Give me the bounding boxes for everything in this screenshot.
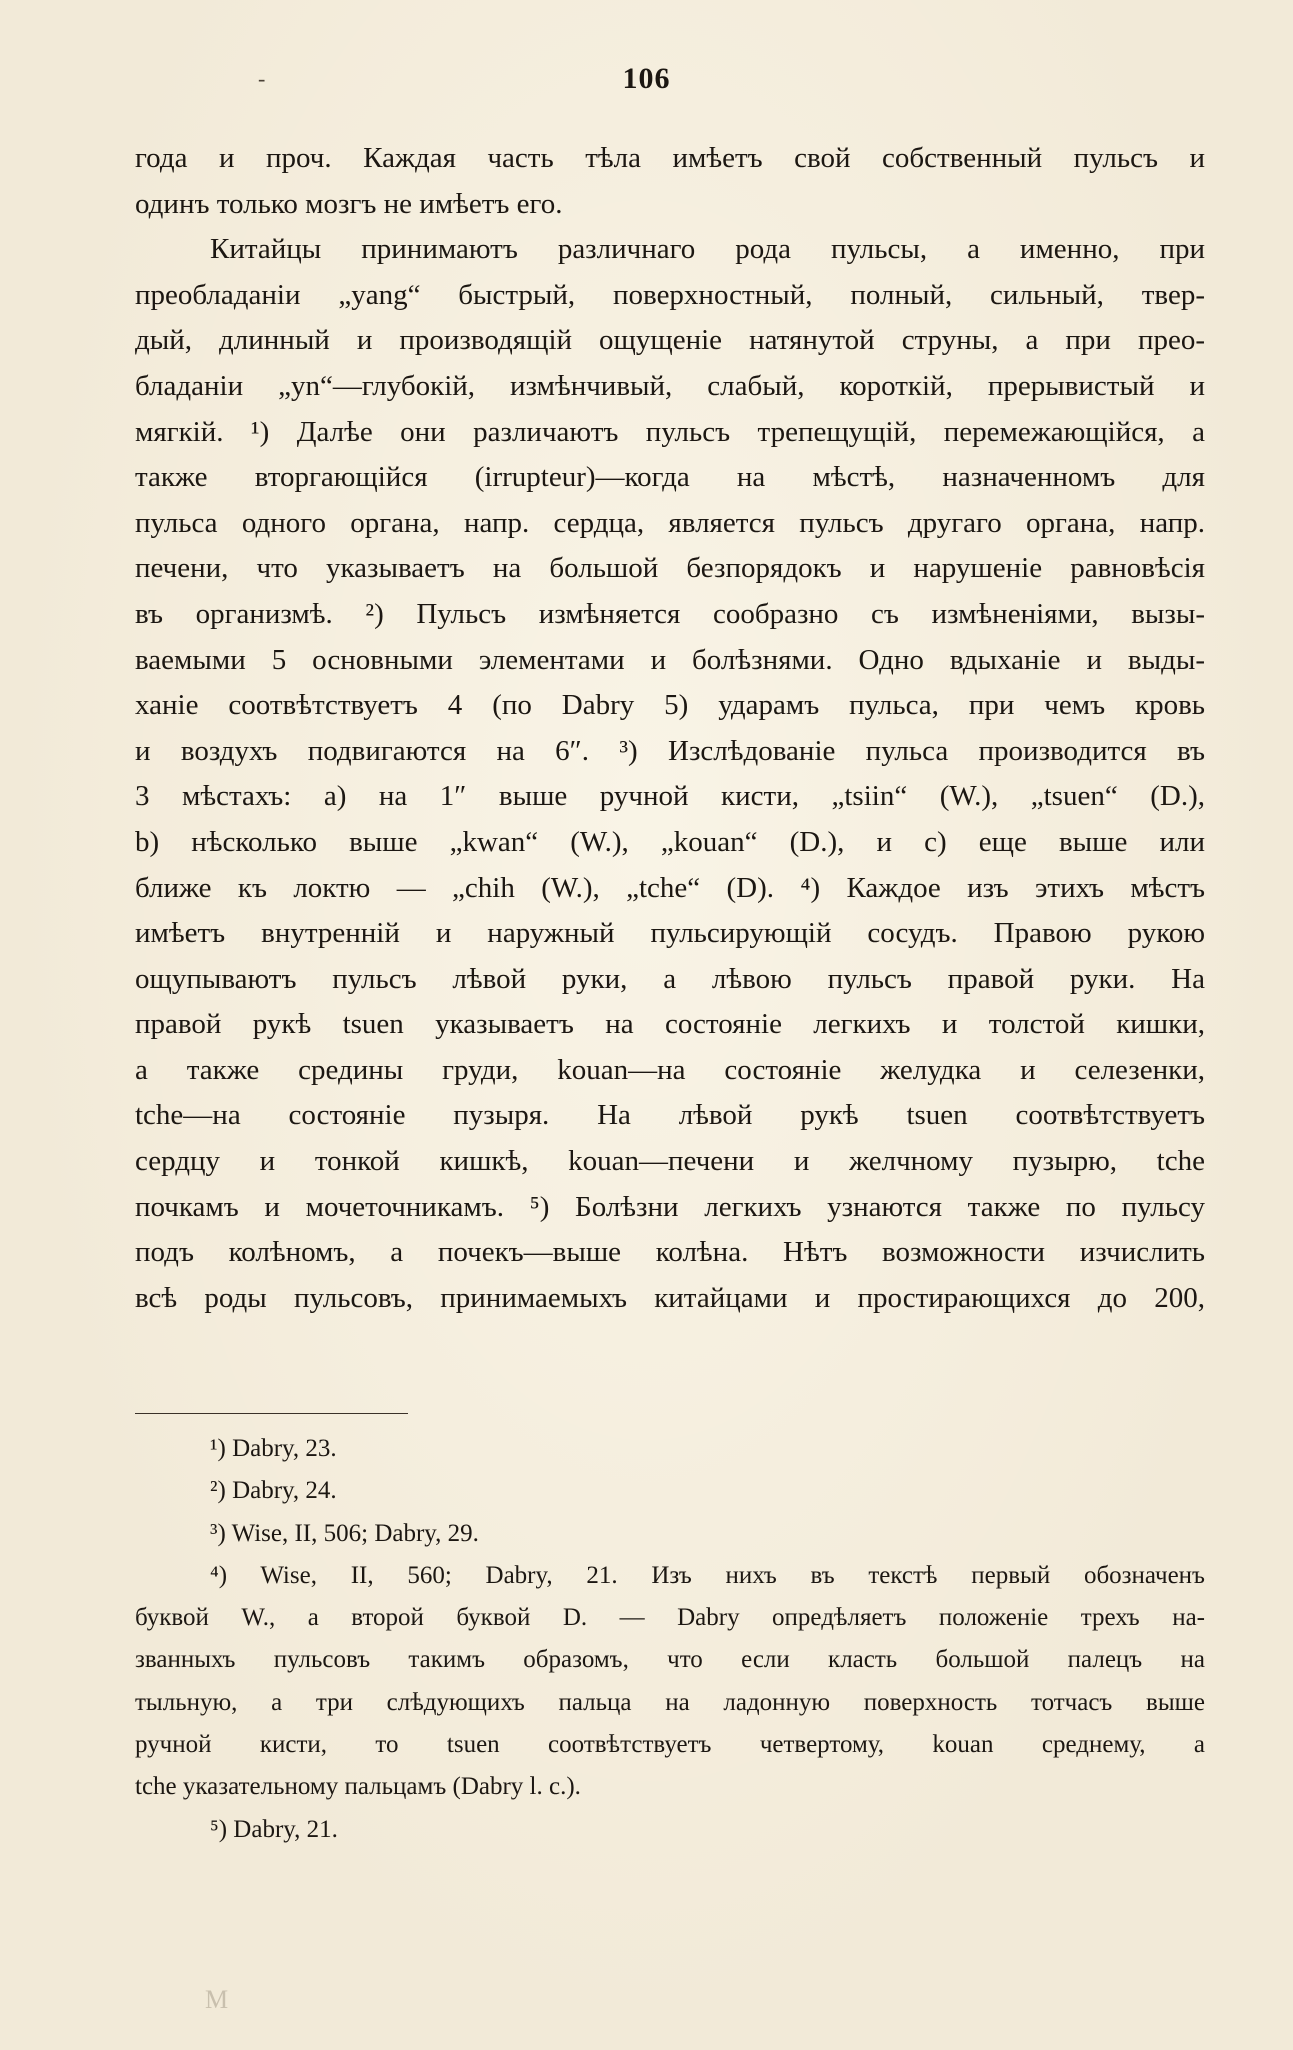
body-line: года и проч. Каждая часть тѣла имѣетъ свой собственный пульсъ и (135, 142, 1205, 174)
footnote-line: званныхъ пульсовъ такимъ образомъ, что если класть большой палецъ на (135, 1646, 1205, 1674)
footnote-line: ²) Dabry, 24. (210, 1477, 337, 1505)
footnote-line: тыльную, а три слѣдующихъ пальца на ладонную поверхность тотчасъ выше (135, 1688, 1205, 1716)
body-line: въ организмѣ. ²) Пульсъ измѣняется сообразно съ измѣненіями, вызы- (135, 597, 1205, 630)
body-line: также вторгающійся (irrupteur)—когда на мѣстѣ, назначенномъ для (135, 461, 1205, 494)
footnote-line: ручной кисти, то tsuen соотвѣтствуетъ четвертому, kouan среднему, а (135, 1731, 1205, 1759)
body-text (135, 136, 1205, 1321)
body-line: имѣетъ внутренній и наружный пульсирующій сосудъ. Правою рукою (135, 917, 1205, 950)
stray-mark: - (258, 66, 266, 91)
body-line: а также средины груди, kouan—на состояніе желудка и селезенки, (135, 1053, 1205, 1086)
body-line: 3 мѣстахъ: a) на 1″ выше ручной кисти, „tsiin“ (W.), „tsuen“ (D.), (135, 780, 1205, 813)
body-line: всѣ роды пульсовъ, принимаемыхъ китайцами и простирающихся до 200, (135, 1281, 1205, 1314)
faded-margin-mark: M (205, 1985, 229, 2014)
body-line: ханіе соотвѣтствуетъ 4 (по Dabry 5) ударамъ пульса, при чемъ кровь (135, 689, 1205, 722)
body-line: tche—на состояніе пузыря. На лѣвой рукѣ tsuen соотвѣтствуетъ (135, 1099, 1205, 1132)
body-line: бладаніи „yn“—глубокій, измѣнчивый, слабый, короткій, прерывистый и (135, 369, 1205, 402)
page-number: 106 (622, 62, 671, 95)
body-line: одинъ только мозгъ не имѣетъ его. (135, 187, 563, 220)
body-line: ощупываютъ пульсъ лѣвой руки, а лѣвою пульсъ правой руки. На (135, 962, 1205, 995)
body-line: правой рукѣ tsuen указываетъ на состояніе легкихъ и толстой кишки, (135, 1008, 1205, 1041)
body-line: преобладаніи „yang“ быстрый, поверхностный, полный, сильный, твер- (135, 278, 1205, 311)
footnotes (135, 1428, 1205, 1851)
body-line: подъ колѣномъ, а почекъ—выше колѣна. Нѣтъ возможности изчислить (135, 1236, 1205, 1269)
body-line: печени, что указываетъ на большой безпорядокъ и нарушеніе равновѣсія (135, 552, 1205, 585)
body-line: Китайцы принимаютъ различнаго рода пульсы, а именно, при (210, 233, 1205, 266)
footnote-line: ⁴) Wise, II, 560; Dabry, 21. Изъ нихъ въ текстѣ первый обозначенъ (210, 1561, 1205, 1589)
body-line: мягкій. ¹) Далѣе они различаютъ пульсъ трепещущій, перемежающійся, а (135, 415, 1205, 448)
body-line: и воздухъ подвигаются на 6″. ³) Изслѣдованіе пульса производится въ (135, 734, 1205, 767)
footnote-line: ⁵) Dabry, 21. (210, 1815, 338, 1843)
body-line: пульса одного органа, напр. сердца, является пульсъ другаго органа, напр. (135, 506, 1205, 539)
body-line: сердцу и тонкой кишкѣ, kouan—печени и желчному пузырю, tche (135, 1145, 1205, 1178)
footnote-divider (135, 1413, 408, 1414)
footnote-line: буквой W., а второй буквой D. — Dabry опредѣляетъ положеніе трехъ на- (135, 1604, 1205, 1632)
body-line: ближе къ локтю — „chih (W.), „tche“ (D). ⁴) Каждое изъ этихъ мѣстъ (135, 871, 1205, 904)
body-line: ваемыми 5 основными элементами и болѣзнями. Одно вдыханіе и выды- (135, 643, 1205, 676)
footnote-line: ³) Wise, II, 506; Dabry, 29. (210, 1519, 479, 1547)
footnote-line: ¹) Dabry, 23. (210, 1435, 337, 1462)
body-line: почкамъ и мочеточникамъ. ⁵) Болѣзни легкихъ узнаются также по пульсу (135, 1190, 1205, 1223)
body-line: дый, длинный и производящій ощущеніе натянутой струны, а при прео- (135, 324, 1205, 357)
body-line: b) нѣсколько выше „kwan“ (W.), „kouan“ (D.), и c) еще выше или (135, 825, 1205, 858)
footnote-line: tche указательному пальцамъ (Dabry l. c.). (135, 1773, 581, 1801)
